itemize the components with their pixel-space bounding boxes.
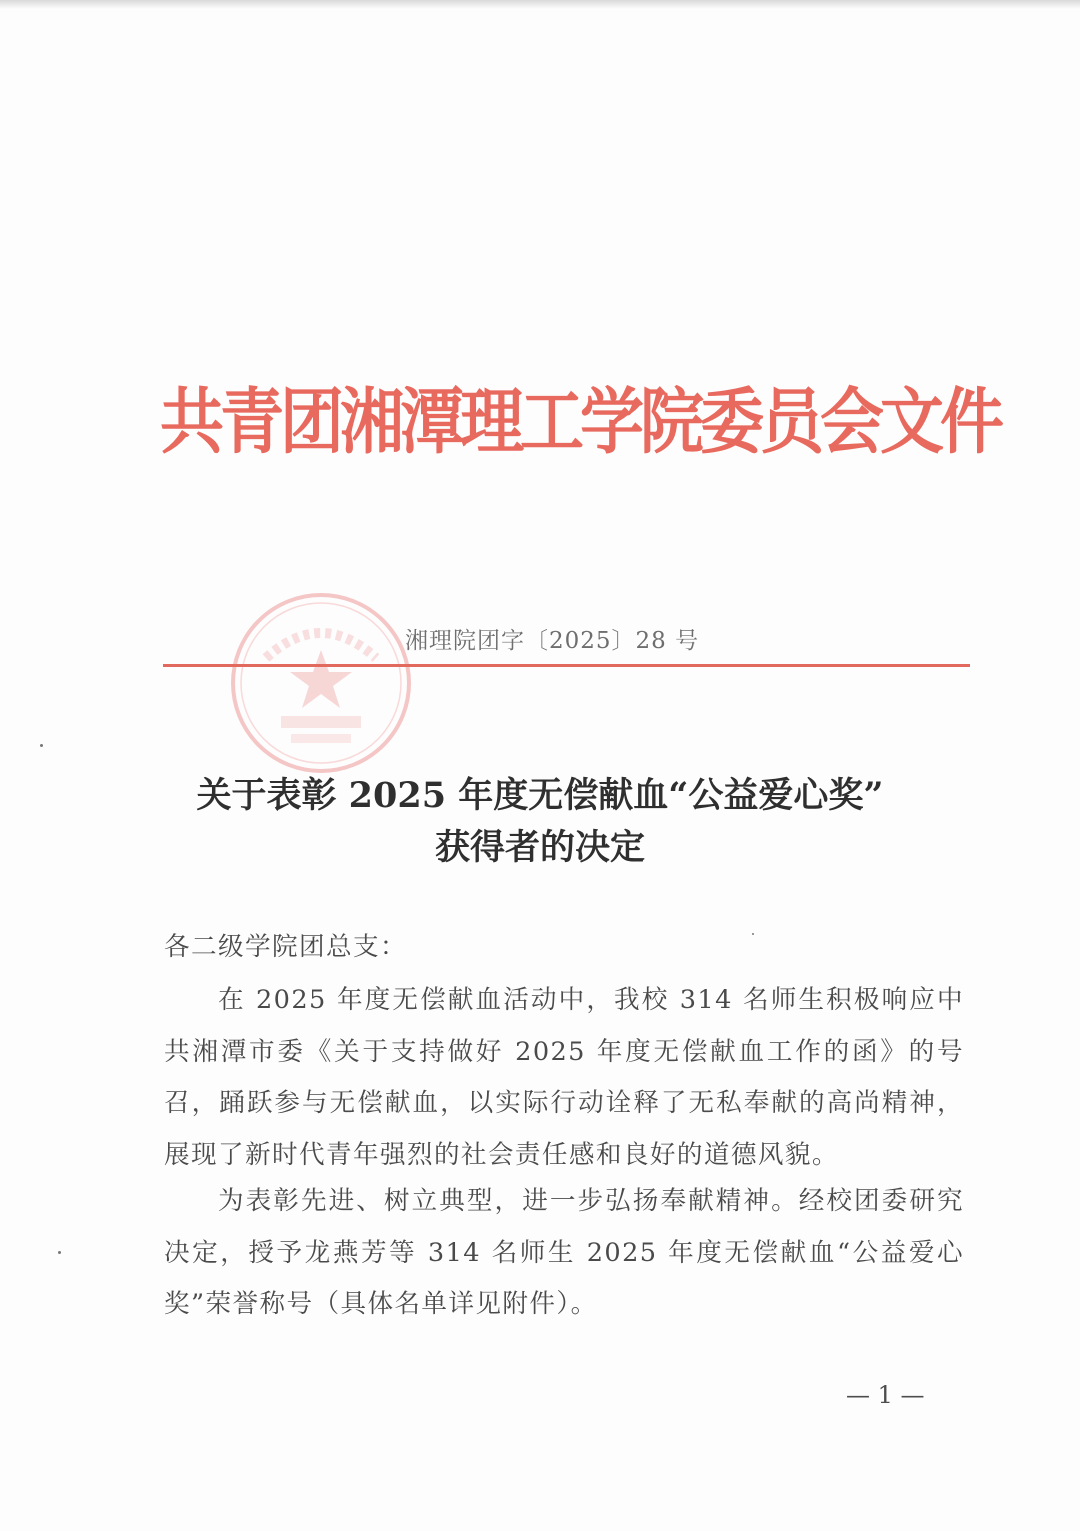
scan-speck <box>58 1251 61 1254</box>
page-number: — 1 — <box>846 1381 925 1409</box>
title-line-1: 关于表彰 2025 年度无偿献血“公益爱心奖” <box>196 775 884 816</box>
scan-speck <box>40 744 43 747</box>
salutation: 各二级学院团总支： <box>164 932 407 962</box>
official-seal <box>226 588 416 778</box>
document-title <box>100 770 980 874</box>
paragraph-2: 为表彰先进、树立典型，进一步弘扬奉献精神。经校团委研究决定，授予龙燕芳等 314 名师生 2025 年度无偿献血“公益爱心奖”荣誉称号（具体名单详见附件）。 <box>164 1186 964 1319</box>
page-top-shadow <box>0 0 1080 9</box>
document-number: 湘理院团字〔2025〕28 号 <box>405 628 700 654</box>
paragraph-1: 在 2025 年度无偿献血活动中，我校 314 名师生积极响应中共湘潭市委《关于支持做好 2025 年度无偿献血工作的函》的号召，踊跃参与无偿献血，以实际行动诠释了无私奉献的高尚精神，展现了新时代青年强烈的社会责任感和良好的道德风貌。 <box>164 985 964 1170</box>
document-header: 共青团湘潭理工学院委员会文件 <box>160 380 1000 465</box>
title-line-2: 获得者的决定 <box>434 827 645 868</box>
scan-speck <box>752 933 754 935</box>
red-divider-line <box>163 664 970 667</box>
